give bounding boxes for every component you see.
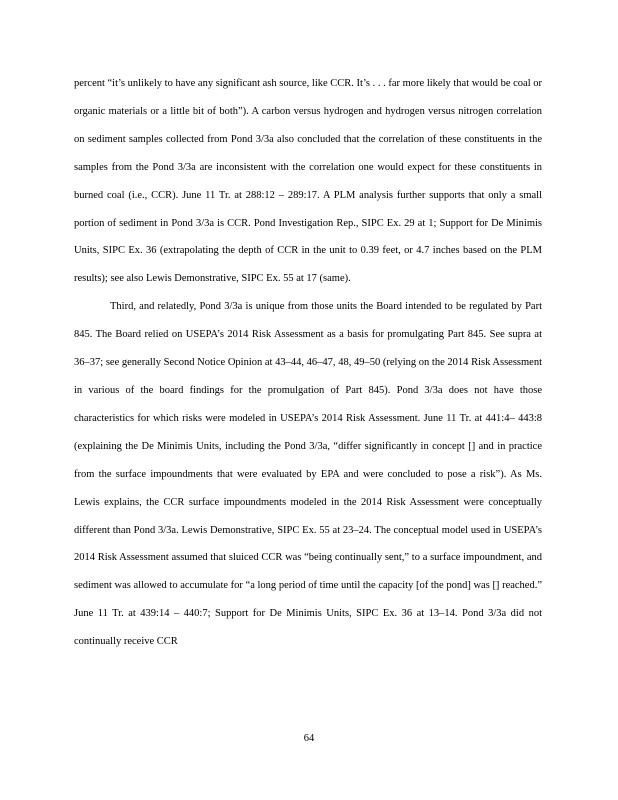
page-number: 64	[303, 733, 315, 744]
paragraph-third-point: Third, and relatedly, Pond 3/3a is unique from those units the Board intended to be regulated by Part 845. The Board relied on USEPA’s 2014 Risk Assessment as a basis for promulgating Part 845. See supra at 36–37; see generally Second Notice Opinion at 43–44, 46–47, 48, 49–50 (relying on the 2014 Risk Assessment in various of the board findings for the promulgation of Part 845). Pond 3/3a does not have those characteristics for which risks were modeled in USEPA’s 2014 Risk Assessment. June 11 Tr. at 441:4– 443:8 (explaining the De Minimis Units, including the Pond 3/3a, “differ significantly in concept [] and in practice from the surface impoundments that were evaluated by EPA and were concluded to pose a risk”). As Ms. Lewis explains, the CCR surface impoundments modeled in the 2014 Risk Assessment were conceptually different than Pond 3/3a. Lewis Demonstrative, SIPC Ex. 55 at 23–24. The conceptual model used in USEPA’s 2014 Risk Assessment assumed that sluiced CCR was “being continually sent,” to a surface impoundment, and sediment was allowed to accumulate for “a long period of time until the capacity [of the pond] was [] reached.” June 11 Tr. at 439:14 – 440:7; Support for De Minimis Units, SIPC Ex. 36 at 13–14. Pond 3/3a did not continually receive CCR	[74, 301, 542, 648]
paragraph-continued: percent “it’s unlikely to have any significant ash source, like CCR. It’s . . . far more likely that would be coal or organic materials or a little bit of both”). A carbon versus hydrogen and hydrogen versus nitrogen correlation on sediment samples collected from Pond 3/3a also concluded that the correlation of these constituents in the samples from the Pond 3/3a are inconsistent with the correlation one would expect for these constituents in burned coal (i.e., CCR). June 11 Tr. at 288:12 – 289:17. A PLM analysis further supports that only a small portion of sediment in Pond 3/3a is CCR. Pond Investigation Rep., SIPC Ex. 29 at 1; Support for De Minimis Units, SIPC Ex. 36 (extrapolating the depth of CCR in the unit to 0.39 feet, or 4.7 inches based on the PLM results); see also Lewis Demonstrative, SIPC Ex. 55 at 17 (same).	[74, 78, 543, 285]
body-text	[74, 70, 542, 656]
